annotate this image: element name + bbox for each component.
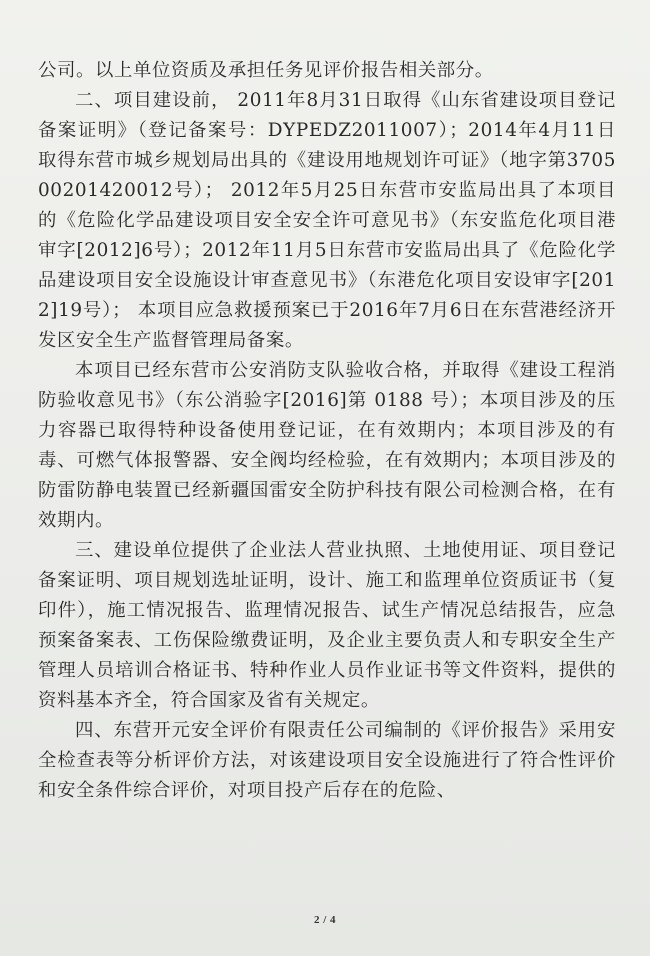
paragraph-section-three: 三、建设单位提供了企业法人营业执照、土地使用证、项目登记备案证明、项目规划选址证明，设计、施工和监理单位资质证书（复印件），施工情况报告、监理情况报告、试生产情况总结报告，应急预案备案表、工伤保险缴费证明，及企业主要负责人和专职安全生产管理人员培训合格证书、特种作业人员作业证书等文件资料，提供的资料基本齐全，符合国家及省有关规定。: [38, 540, 616, 711]
paragraph-continuation: 公司。以上单位资质及承担任务见评价报告相关部分。: [38, 60, 494, 81]
page-number: 2 / 4: [313, 914, 337, 926]
paragraph-fire-acceptance: 本项目已经东营市公安消防支队验收合格，并取得《建设工程消防验收意见书》（东公消验字[2016]第 0188 号）；本项目涉及的压力容器已取得特种设备使用登记证，在有效期内；本项目涉及的有毒、可燃气体报警器、安全阀均经检验，在有效期内；本项目涉及的防雷防静电装置已经新疆国雷安全防护科技有限公司检测合格，在有效期内。: [38, 360, 616, 531]
paragraph-section-four: 四、东营开元安全评价有限责任公司编制的《评价报告》采用安全检查表等分析评价方法，对该建设项目安全设施进行了符合性评价和安全条件综合评价，对项目投产后存在的危险、: [38, 720, 616, 801]
document-body: [38, 56, 616, 806]
paragraph-section-two: 二、项目建设前， 2011年8月31日取得《山东省建设项目登记备案证明》（登记备案号：DYPEDZ2011007）；2014年4月11日取得东营市城乡规划局出具的《建设用地规划许可证》（地字第370500201420012号）； 2012年5月25日东营市安监局出具了本项目的《危险化学品建设项目安全安全许可意见书》（东安监危化项目港审字[2012]6号）；2012年11月5日东营市安监局出具了《危险化学品建设项目安全设施设计审查意见书》（东港危化项目安设审字[2012]19号）； 本项目应急救援预案已于2016年7月6日在东营港经济开发区安全生产监督管理局备案。: [38, 90, 616, 351]
